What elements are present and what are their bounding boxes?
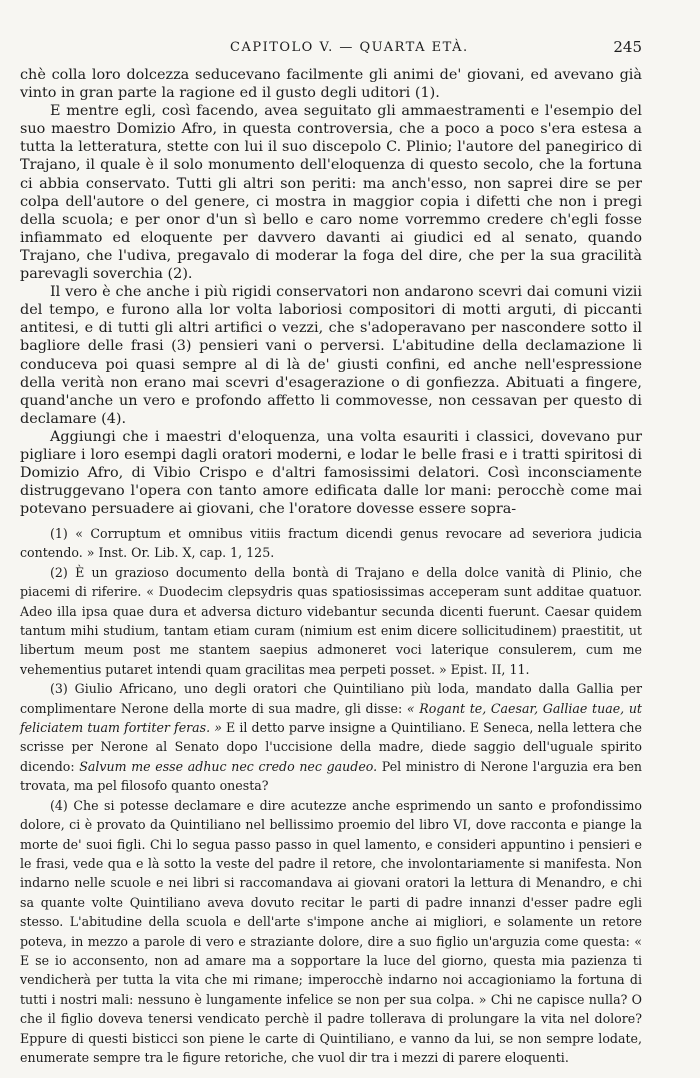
main-text: [20, 66, 642, 518]
footnote-2: (2) È un grazioso documento della bontà di Trajano e della dolce vanità di Plinio, che piacemi di riferire. « Duodecim clepsydris quas spatiosissimas acceperam sunt additae quatuor. Adeo illa ipsa quae dura et adversa dicturo videbantur secunda dicenti fuerunt. Caesar quidem tantum mihi studium, tantam etiam curam (nimium est enim dicere sollicitudinem) praestitit, ut libertum meum post me stantem saepius admoneret voci laterique consulerem, cum me vehementius putaret intendi quam gracilitas mea perpeti posset. » Epist. II, 11.: [20, 564, 642, 677]
paragraph-continued: chè colla loro dolcezza seducevano facilmente gli animi de' giovani, ed avevano già vinto in gran parte la ragione ed il gusto degli uditori (1).: [20, 67, 642, 102]
paragraph: Il vero è che anche i più rigidi conservatori non andarono scevri dai comuni vizii del tempo, e furono alla lor volta laboriosi compositori di motti arguti, di piccanti antitesi, e di tutti gli altri artifici o vezzi, che s'adoperavano per nascondere sotto il bagliore delle frasi (3) pensieri vani o perversi. L'abitudine della declamazione li conduceva poi quasi sempre al di là de' giusti confini, ed anche nell'espressione della verità non erano mai scevri d'esagerazione o di gonfiezza. Abituati a fingere, quand'anche un vero e profondo affetto li commovesse, non cessavan per questo di declamare (4).: [20, 284, 642, 427]
running-title: CAPITOLO V. — QUARTA ETÀ.: [230, 40, 469, 55]
footnotes: [20, 524, 642, 1067]
latin-quote: « Rogant te, Caesar, Galliae tuae, ut feliciatem tuam fortiter feras. »: [20, 700, 642, 736]
footnote-1: (1) « Corruptum et omnibus vitiis fractum dicendi genus revocare ad severiora judicia contendo. » Inst. Or. Lib. X, cap. 1, 125.: [20, 526, 642, 561]
latin-quote: Salvum me esse adhuc nec credo nec gaudeo.: [79, 758, 378, 774]
paragraph: Aggiungi che i maestri d'eloquenza, una volta esauriti i classici, dovevano pur pigliare i loro esempi dagli oratori moderni, e lodar le belle frasi e i tratti spiritosi di Domizio Afro, di Vibio Crispo e d'altri famosissimi delatori. Così inconsciamente distruggevano l'opera con tanto amore edificata dalle lor mani: perocchè come mai potevano persuadere ai giovani, che l'oratore dovesse essere sopra-: [20, 428, 642, 518]
paragraph: E mentre egli, così facendo, avea seguitato gli ammaestramenti e l'esempio del suo maestro Domizio Afro, in questa controversia, che a poco a poco s'era estesa a tutta la letteratura, stette con lui il suo discepolo C. Plinio; l'autore del panegirico di Trajano, il quale è il solo monumento dell'eloquenza di questo secolo, che la fortuna ci abbia conservato. Tutti gli altri son periti: ma anch'esso, non saprei dire se per colpa dell'autore o del genere, ci mostra in maggior copia i difetti che non i pregi della scuola; e per onor d'un sì bello e caro nome vorremmo credere ch'egli fosse infiammato ed eloquente per davvero davanti ai giudici ed al senato, quando Trajano, che l'udiva, pregavalo di moderar la foga del dire, che per la sua gracilità parevagli soverchia (2).: [20, 103, 642, 283]
footnote-text: Pel ministro di Nerone l'arguzia era ben trovata, ma pel filosofo quanto onesta?: [20, 758, 643, 794]
page-number: 245: [613, 38, 642, 56]
footnote-4: (4) Che si potesse declamare e dire acutezze anche esprimendo un santo e profondissimo dolore, ci è provato da Quintiliano nel bellissimo proemio del libro VI, dove racconta e piange la morte de' suoi figli. Chi lo segua passo passo in quel lamento, e consideri appuntino i pensieri e le frasi, vede qua e là sotto la veste del padre il retore, che involontariamente si manifesta. Non indarno nelle scuole e nei libri si raccomandava ai giovani oratori la lettura di Menandro, e chi sa quante volte Quintiliano aveva dovuto recitar le parti di padre innanzi d'esser padre egli stesso. L'abitudine della scuola e dell'arte s'impone anche ai migliori, e solamente un retore poteva, in mezzo a parole di vero e straziante dolore, dire a suo figlio un'arguzia come questa: « E se io acconsento, non ad amare ma a sopportare la luce del giorno, questa mia pazienza ti vendicherà per tutta la vita che mi rimane; imperocchè indarno noi accagioniamo la fortuna di tutti i nostri mali: nessuno è lungamente infelice se non per sua colpa. » Chi ne capisce nulla? O che il figlio doveva tenersi vendicato perchè il padre tollerava di prolungare la vita nel dolore? Eppure di questi bisticci son piene le carte di Quintiliano, e vanno da lui, se non sempre lodate, enumerate sempre tra le figure retoriche, che vuol dir tra i mezzi di parere eloquenti.: [20, 797, 642, 1065]
footnote-text: (3) Giulio Africano, uno degli oratori che Quintiliano più loda, mandato dalla Gallia per complimentare Nerone della morte di sua madre, gli disse:: [20, 681, 642, 716]
footnote-3: [20, 679, 642, 795]
page-header: [20, 38, 642, 60]
footnote-text: E il detto parve insigne a Quintiliano. E Seneca, nella lettera che scrisse per Nerone al Senato dopo l'uccisione della madre, diede saggio dell'uguale spirito dicendo:: [20, 720, 642, 774]
